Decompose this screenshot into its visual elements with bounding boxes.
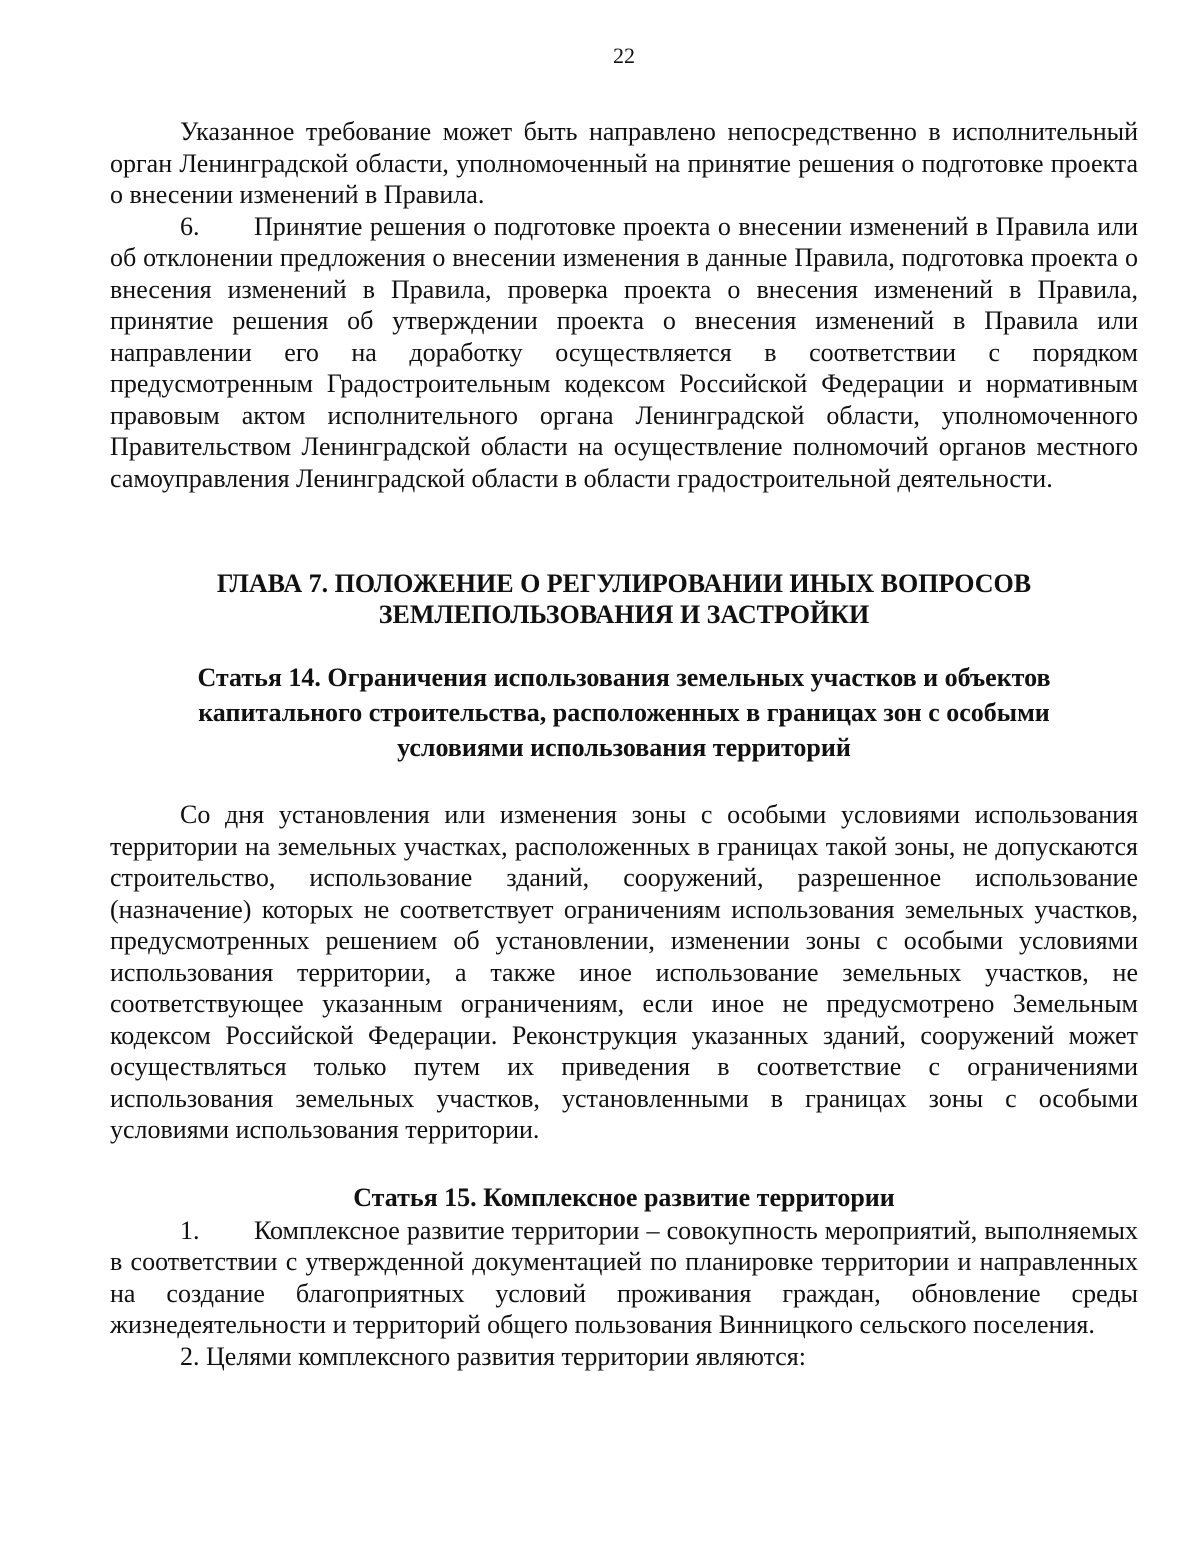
article-14-title-line-2: капитального строительства, расположенных в границах зон с особыми: [198, 698, 1050, 727]
item-6-number: 6.: [180, 211, 200, 241]
article-14-title-line-3: условиями использования территорий: [397, 733, 851, 762]
chapter-7-title: [110, 568, 1138, 630]
article-15-title: Статья 15. Комплексное развитие территории: [353, 1182, 895, 1212]
item-6-paragraph: [110, 211, 1138, 495]
article-14-title-line-1: Статья 14. Ограничения использования земельных участков и объектов: [197, 663, 1051, 692]
chapter-7-title-line-2: ЗЕМЛЕПОЛЬЗОВАНИЯ И ЗАСТРОЙКИ: [378, 600, 870, 629]
page-number: 22: [613, 43, 635, 68]
intro-paragraph: Указанное требование может быть направлено непосредственно в исполнительный орган Ленинградской области, уполномоченный на принятие решения о подготовке проекта о внесении изменений в Правила.: [110, 117, 1138, 209]
article-14-body: Со дня установления или изменения зоны с особыми условиями использования территории на земельных участках, расположенных в границах такой зоны, не допускаются строительство, использование зданий, сооружений, разрешенное использование (назначение) которых не соответствует ограничениям использования земельных участков, предусмотренных решением об установлении, изменении зоны с особыми условиями использования территории, а также иное использование земельных участков, не соответствующее указанным ограничениям, если иное не предусмотрено Земельным кодексом Российской Федерации. Реконструкция указанных зданий, сооружений может осуществляться только путем их приведения в соответствие с ограничениями использования земельных участков, установленными в границах зоны с особыми условиями использования территории.: [110, 800, 1138, 1144]
chapter-7-title-line-1: ГЛАВА 7. ПОЛОЖЕНИЕ О РЕГУЛИРОВАНИИ ИНЫХ ВОПРОСОВ: [216, 569, 1032, 598]
article-15-item-2: 2. Целями комплексного развития территории являются:: [180, 1341, 806, 1371]
article-14-title: [110, 660, 1138, 765]
article-15-item-1-number: 1.: [180, 1215, 200, 1245]
article-15-item-1: [110, 1215, 1138, 1341]
item-6-text: Принятие решения о подготовке проекта о внесении изменений в Правила или об отклонении предложения о внесении изменения в данные Правила, подготовка проекта о внесения изменений в Правила, проверка проекта о внесения изменений в Правила, принятие решения об утверждении проекта о внесения изменений в Правила или направлении его на доработку осуществляется в соответствии с порядком предусмотренным Градостроительным кодексом Российской Федерации и нормативным правовым актом исполнительного органа Ленинградской области, уполномоченного Правительством Ленинградской области на осуществление полномочий органов местного самоуправления Ленинградской области в области градостроительной деятельности.: [110, 211, 1138, 493]
article-15-item-1-text: Комплексное развитие территории – совокупность мероприятий, выполняемых в соответствии с утвержденной документацией по планировке территории и направленных на создание благоприятных условий проживания граждан, обновление среды жизнедеятельности и территорий общего пользования Винницкого сельского поселения.: [110, 1215, 1138, 1339]
